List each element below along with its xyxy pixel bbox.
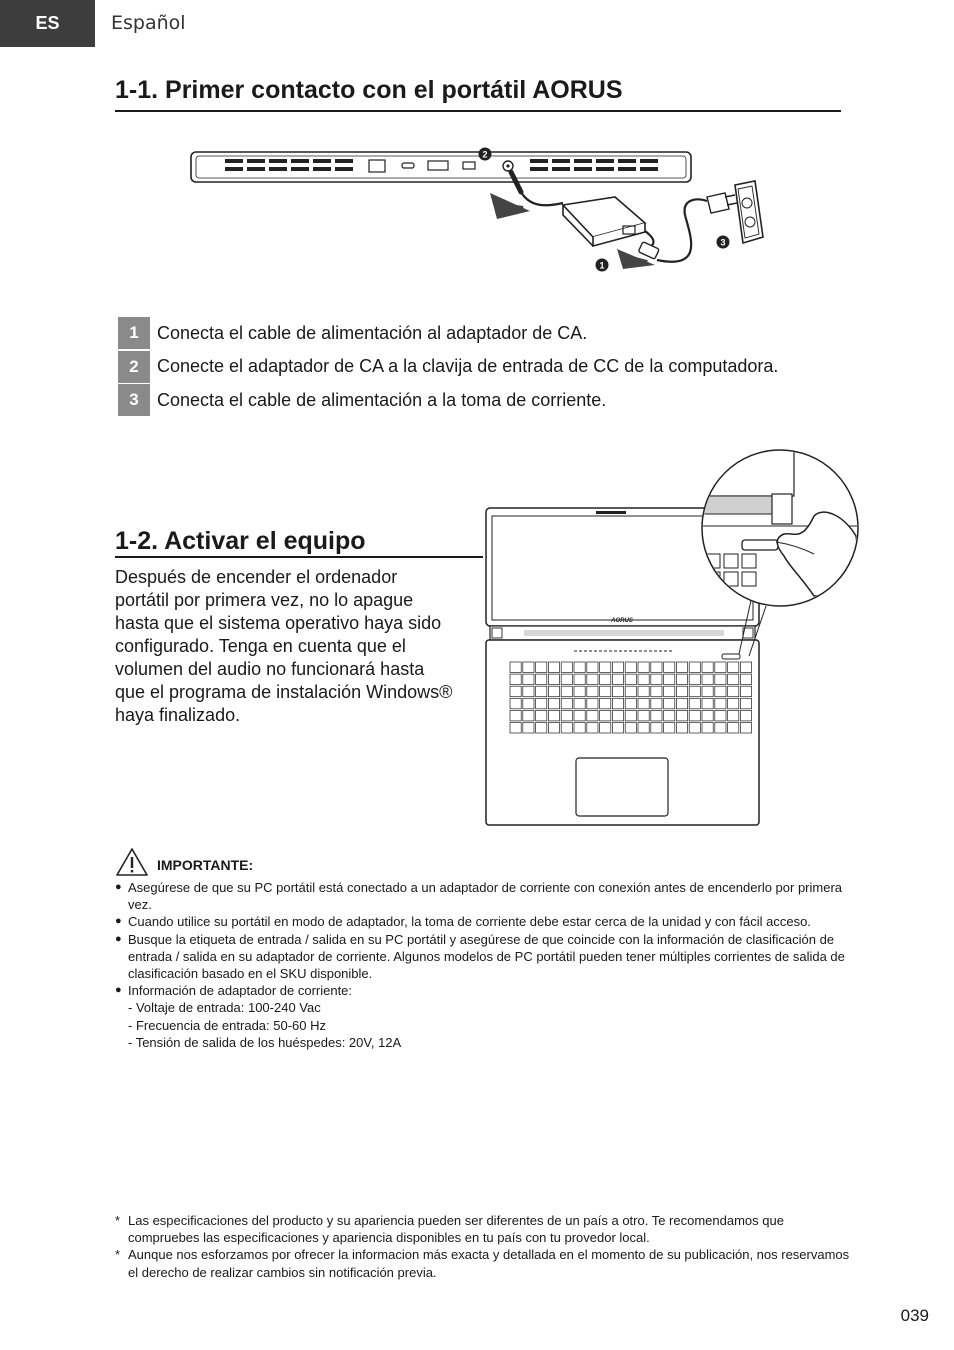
step-number: 1 xyxy=(118,317,150,349)
adapter-spec: - Voltaje de entrada: 100-240 Vac xyxy=(128,1000,321,1016)
setup-step xyxy=(118,351,858,383)
adapter-specs-list xyxy=(128,999,845,1051)
warning-icon xyxy=(115,847,149,877)
step-number: 3 xyxy=(118,384,150,416)
callout-2: 2 xyxy=(482,149,488,160)
section-2-rule xyxy=(115,556,483,558)
page-number: 039 xyxy=(900,1306,929,1325)
important-note: ● Cuando utilice su portátil en modo de adaptador, la toma de corriente debe estar cerca de la unidad y con fácil acceso. xyxy=(115,913,845,930)
important-notes-list xyxy=(115,879,845,1051)
section-2-title: 1-2. Activar el equipo xyxy=(115,527,366,555)
callout-1: 1 xyxy=(599,260,605,271)
disclaimer-note: * Aunque nos esforzamos por ofrecer la informacion más exacta y detallada en el momento de su publicación, nos reservamos el derecho de realizar cambios sin notificación previa. xyxy=(115,1246,850,1280)
callout-3: 3 xyxy=(720,237,726,248)
setup-step xyxy=(118,384,858,416)
important-label: IMPORTANTE: xyxy=(157,857,254,873)
step-number: 2 xyxy=(118,351,150,383)
important-note: ● Asegúrese de que su PC portátil está conectado a un adaptador de corriente con conexión antes de encenderlo por primera vez. xyxy=(115,879,845,913)
important-heading xyxy=(115,847,253,877)
important-note-adapter xyxy=(115,982,845,1051)
adapter-info-label: Información de adaptador de corriente: xyxy=(128,983,353,999)
adapter-spec: - Frecuencia de entrada: 50-60 Hz xyxy=(128,1017,326,1033)
power-on-paragraph: Después de encender el ordenador portátil por primera vez, no lo apague hasta que el sistema operativo haya sido configurado. Tenga en cuenta que el volumen del audio no funcionará hasta que el programa de instalación Windows® haya finalizado. xyxy=(115,567,453,725)
language-badge: ES xyxy=(0,0,95,47)
language-name: Español xyxy=(111,12,186,34)
step-text: Conecta el cable de alimentación al adaptador de CA. xyxy=(157,322,588,343)
power-connection-illustration xyxy=(185,145,785,280)
setup-steps-list xyxy=(118,317,858,418)
laptop-power-button-illustration xyxy=(484,446,860,828)
aorus-logo: AORUS xyxy=(611,618,633,624)
disclaimer-note: * Las especificaciones del producto y su apariencia pueden ser diferentes de un país a otro. Te recomendamos que compruebes las especificaciones y apariencia disponibles en tu país con tu provedor local. xyxy=(115,1212,850,1246)
important-note: ● Busque la etiqueta de entrada / salida en su PC portátil y asegúrese de que coincide con la información de clasificación de entrada / salida en su adaptador de corriente. Algunos modelos de PC portátil pueden tener múltiples corrientes de salida de clasificación basado en el SKU disponible. xyxy=(115,931,845,983)
section-1-rule xyxy=(115,110,841,112)
step-text: Conecte el adaptador de CA a la clavija de entrada de CC de la computadora. xyxy=(157,356,779,376)
step-text: Conecta el cable de alimentación a la toma de corriente. xyxy=(157,389,607,410)
adapter-spec: - Tensión de salida de los huéspedes: 20V, 12A xyxy=(128,1034,402,1050)
setup-step xyxy=(118,317,858,349)
section-1-title: 1-1. Primer contacto con el portátil AORUS xyxy=(115,76,623,104)
disclaimer-list xyxy=(115,1212,850,1281)
